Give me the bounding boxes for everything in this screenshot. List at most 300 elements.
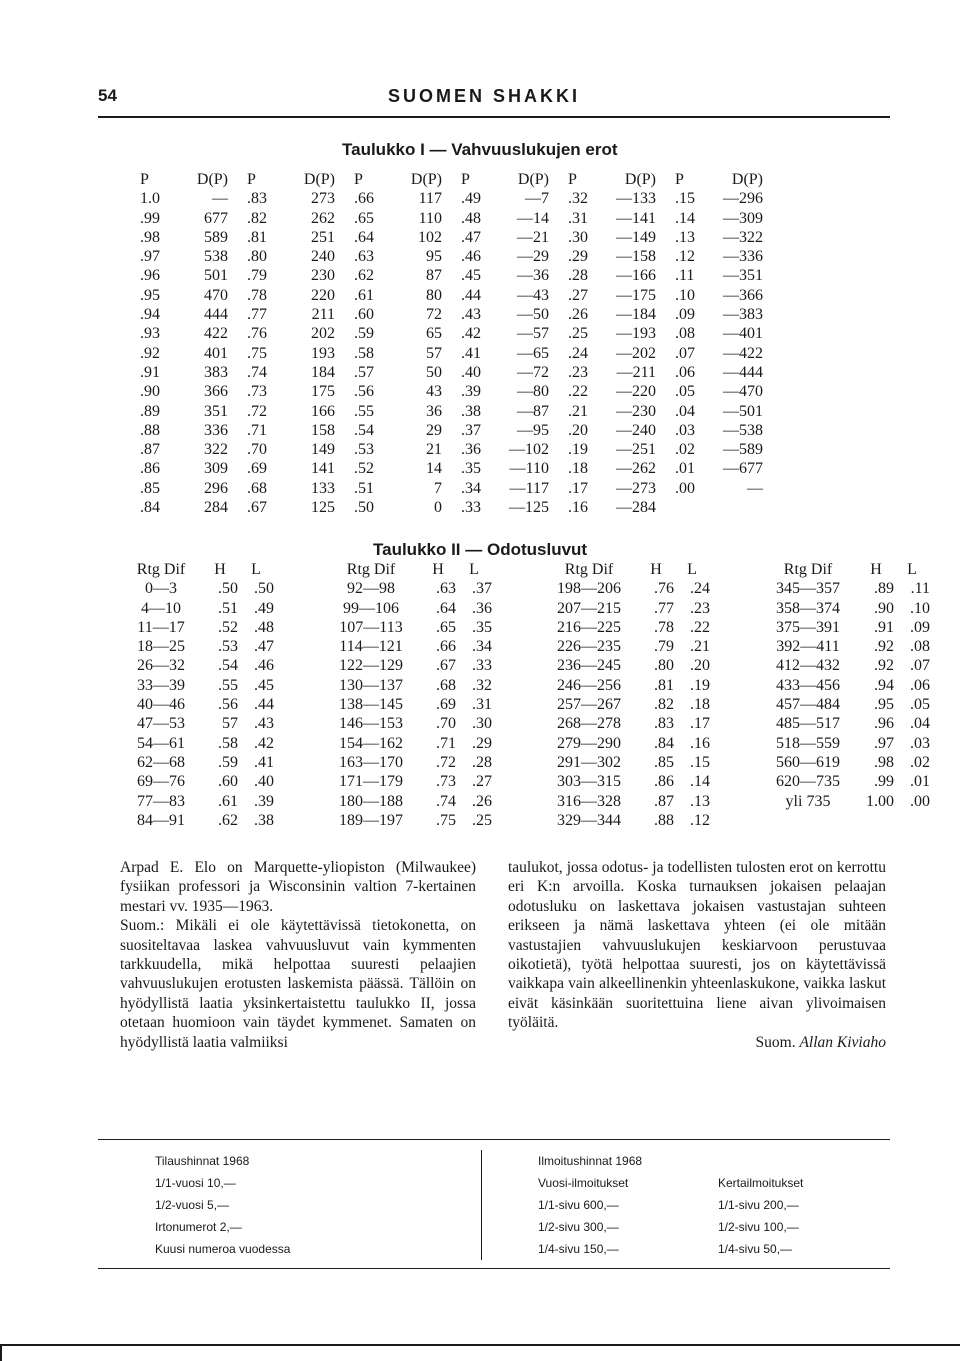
table1-cell-p: .29: [568, 248, 588, 266]
table1-cell-dp: —444: [723, 363, 763, 381]
table1-cell-p: .15: [675, 190, 695, 208]
table1-cell-p: .32: [568, 190, 588, 208]
table2-cell-l: .21: [690, 638, 710, 656]
table2-cell-rtg: 303—315: [557, 773, 621, 791]
signature-name: Allan Kiviaho: [799, 1033, 886, 1051]
table1-cell-p: .42: [461, 325, 481, 343]
table2-cell-rtg: 146—153: [339, 715, 403, 733]
signature-prefix: Suom.: [755, 1033, 796, 1051]
table2-cell-rtg: 392—411: [776, 638, 840, 656]
subscription-item: Kuusi numeroa vuodessa: [155, 1242, 291, 1256]
table2-cell-rtg: 69—76: [137, 773, 185, 791]
table2-cell-l: .18: [690, 696, 710, 714]
table2-cell-l: .25: [472, 811, 492, 829]
table2-cell-rtg: 291—302: [557, 753, 621, 771]
table2-cell-h: .55: [218, 676, 238, 694]
table1-cell-dp: —7: [525, 190, 549, 208]
table1-cell-p: .95: [140, 286, 160, 304]
table2-cell-rtg: 279—290: [557, 734, 621, 752]
table2-cell-h: .65: [436, 618, 456, 636]
table1-cell-p: .25: [568, 325, 588, 343]
table1-cell-p: .92: [140, 344, 160, 362]
table1: [140, 170, 782, 517]
table1-cell-dp: 7: [434, 479, 442, 497]
table2-cell-l: .46: [254, 657, 274, 675]
ad-prices-title: Ilmoitushinnat 1968: [538, 1154, 643, 1168]
table2-cell-h: .68: [436, 676, 456, 694]
table1-row: [140, 344, 782, 363]
table2-cell-h: .85: [654, 753, 674, 771]
page-number: 54: [98, 86, 117, 105]
table1-row: [140, 247, 782, 266]
bottom-rule-tick: [0, 1344, 2, 1361]
table2-row: [120, 656, 930, 675]
table1-cell-dp: —251: [616, 441, 656, 459]
table1-cell-dp: —336: [723, 248, 763, 266]
table2-cell-l: .43: [254, 715, 274, 733]
table1-cell-p: .56: [354, 383, 374, 401]
table2-cell-l: .42: [254, 734, 274, 752]
table2-cell-h: .52: [218, 618, 238, 636]
table1-cell-p: .52: [354, 460, 374, 478]
table2-cell-l: .02: [910, 753, 930, 771]
table2-cell-rtg: 54—61: [137, 734, 185, 752]
table1-cell-dp: —677: [723, 460, 763, 478]
table2-col-l-header: L: [687, 561, 697, 578]
table1-cell-p: .03: [675, 421, 695, 439]
table2-cell-l: .01: [910, 773, 930, 791]
table2-row: [120, 714, 930, 733]
table2-cell-rtg: 84—91: [137, 811, 185, 829]
table2-cell-h: .83: [654, 715, 674, 733]
table1-cell-dp: —309: [723, 209, 763, 227]
table2-cell-l: .06: [910, 676, 930, 694]
table1-cell-dp: 677: [204, 209, 228, 227]
table1-cell-dp: 351: [204, 402, 228, 420]
table2-cell-h: .60: [218, 773, 238, 791]
table2-cell-rtg: 62—68: [137, 753, 185, 771]
table1-row: [140, 228, 782, 247]
table1-cell-p: .61: [354, 286, 374, 304]
yearly-ads-title: Vuosi-ilmoitukset: [538, 1176, 629, 1190]
paragraph-continuation: taulukot, jossa odotus- ja todellisten tulosten erot on kerrottu eri K:n arvoilla. Koska turnauksen jokaisen pelaajan odotusluku on laskettava jokaisen vastustajan suhteen erikseen ja nämä laskettava yhteen (ei ole mitään vastustajien vahvuuslukujen keskiarvoon perustuvaa oikotietä), työtä helpottaa suuresti, jos on käytettävissä vaikkapa vain alkeellinenkin yhteenlaskukone, vaikka laskut eivät käsinkään suoritettuina liene aivan ylivoimaisen työläitä.: [508, 859, 886, 1032]
table1-cell-dp: 251: [311, 228, 335, 246]
table2-col-l-header: L: [907, 561, 917, 578]
table1-cell-dp: —: [212, 190, 228, 208]
table2-cell-h: .63: [436, 580, 456, 598]
table1-cell-p: .51: [354, 479, 374, 497]
table2-cell-h: .61: [218, 792, 238, 810]
table1-cell-p: .60: [354, 306, 374, 324]
table1-cell-p: .16: [568, 499, 588, 517]
subscription-prices: [155, 1150, 290, 1260]
table1-cell-dp: 309: [204, 460, 228, 478]
table2-cell-l: .33: [472, 657, 492, 675]
table2-col-l-header: L: [469, 561, 479, 578]
table1-cell-dp: —383: [723, 306, 763, 324]
table1-cell-dp: —184: [616, 306, 656, 324]
table1-cell-p: .08: [675, 325, 695, 343]
table1-cell-dp: 220: [311, 286, 335, 304]
table1-cell-p: .04: [675, 402, 695, 420]
table1-cell-dp: 0: [434, 499, 442, 517]
table1-cell-p: .07: [675, 344, 695, 362]
price-box: [98, 1139, 890, 1269]
table1-cell-p: .31: [568, 209, 588, 227]
table2-row: [120, 579, 930, 598]
table1-cell-p: .09: [675, 306, 695, 324]
table1-title: Taulukko I — Vahvuuslukujen erot: [342, 140, 618, 159]
table1-cell-dp: 43: [426, 383, 442, 401]
table2-cell-h: .96: [874, 715, 894, 733]
table2-cell-rtg: 130—137: [339, 676, 403, 694]
table2-cell-h: .50: [218, 580, 238, 598]
table1-cell-p: .66: [354, 190, 374, 208]
table2-cell-rtg: 246—256: [557, 676, 621, 694]
table1-cell-p: .69: [247, 460, 267, 478]
table1-cell-dp: —117: [509, 479, 549, 497]
table1-cell-dp: 262: [311, 209, 335, 227]
table2-cell-rtg: yli 735: [785, 792, 831, 810]
table2-cell-l: .05: [910, 696, 930, 714]
table2-cell-l: .12: [690, 811, 710, 829]
table1-col-dp-header: D(P): [517, 171, 549, 188]
table1-cell-dp: —230: [616, 402, 656, 420]
table1-cell-dp: 273: [311, 190, 335, 208]
table1-row: [140, 305, 782, 324]
table2-cell-h: .94: [874, 676, 894, 694]
table1-cell-p: .14: [675, 209, 695, 227]
table2-row: [120, 772, 930, 791]
table1-col-p-header: P: [247, 171, 256, 188]
table2-cell-h: .87: [654, 792, 674, 810]
table2-cell-l: .16: [690, 734, 710, 752]
table1-cell-p: .38: [461, 402, 481, 420]
table2-cell-h: .62: [218, 811, 238, 829]
table2-title: Taulukko II — Odotusluvut: [373, 540, 588, 559]
table1-cell-dp: —296: [723, 190, 763, 208]
table1-cell-dp: —87: [517, 402, 549, 420]
table1-cell-dp: —166: [616, 267, 656, 285]
table1-cell-p: .21: [568, 402, 588, 420]
table2-col-l-header: L: [251, 561, 261, 578]
table2-cell-h: .54: [218, 657, 238, 675]
table1-cell-dp: 211: [311, 306, 335, 324]
table1-cell-dp: —175: [616, 286, 656, 304]
table2-cell-rtg: 138—145: [339, 696, 403, 714]
table2-cell-l: .29: [472, 734, 492, 752]
table1-cell-p: .13: [675, 228, 695, 246]
table1-cell-dp: —538: [723, 421, 763, 439]
table1-col-dp-header: D(P): [410, 171, 442, 188]
table1-cell-dp: 102: [418, 228, 442, 246]
table1-col-p-header: P: [675, 171, 684, 188]
ad-prices-single: [718, 1172, 803, 1260]
table1-cell-p: .63: [354, 248, 374, 266]
table1-cell-p: .20: [568, 421, 588, 439]
table1-cell-p: .77: [247, 306, 267, 324]
table2-col-h-header: H: [432, 561, 444, 578]
yearly-ad-item: 1/4-sivu 150,—: [538, 1242, 619, 1256]
table2-cell-h: .99: [874, 773, 894, 791]
table1-cell-dp: 444: [204, 306, 228, 324]
table1-cell-dp: 36: [426, 402, 442, 420]
table1-cell-p: .40: [461, 363, 481, 381]
single-ad-item: 1/4-sivu 50,—: [718, 1242, 793, 1256]
table2-cell-l: .10: [910, 599, 930, 617]
table2-cell-l: .17: [690, 715, 710, 733]
table1-cell-dp: 284: [204, 499, 228, 517]
ad-prices-yearly: [538, 1150, 642, 1260]
table2-cell-l: .23: [690, 599, 710, 617]
table1-cell-p: .86: [140, 460, 160, 478]
table2-cell-h: .69: [436, 696, 456, 714]
translator-signature: [508, 1033, 886, 1052]
table2-cell-h: .98: [874, 753, 894, 771]
table1-cell-dp: —29: [517, 248, 549, 266]
table1-cell-dp: 14: [426, 460, 442, 478]
table2-cell-h: .76: [654, 580, 674, 598]
table2-cell-l: .44: [254, 696, 274, 714]
table2-cell-h: .89: [874, 580, 894, 598]
table1-cell-p: .97: [140, 248, 160, 266]
table1-cell-dp: 87: [426, 267, 442, 285]
table1-cell-p: .70: [247, 441, 267, 459]
table1-cell-p: .85: [140, 479, 160, 497]
body-text-left: [120, 858, 476, 1052]
table2-cell-h: .78: [654, 618, 674, 636]
table2-cell-rtg: 154—162: [339, 734, 403, 752]
table2-col-h-header: H: [650, 561, 662, 578]
table2-row: [120, 618, 930, 637]
table1-cell-dp: —193: [616, 325, 656, 343]
table1-cell-dp: 296: [204, 479, 228, 497]
table1-cell-p: .99: [140, 209, 160, 227]
header-rule: [98, 116, 890, 118]
table1-col-p-header: P: [354, 171, 363, 188]
single-ad-item: 1/2-sivu 100,—: [718, 1220, 799, 1234]
table2-row: [120, 753, 930, 772]
table1-cell-dp: 29: [426, 421, 442, 439]
table1-cell-dp: 110: [418, 209, 442, 227]
table1-row: [140, 363, 782, 382]
table2-cell-h: .91: [874, 618, 894, 636]
table1-cell-dp: 141: [311, 460, 335, 478]
table1-cell-p: .64: [354, 228, 374, 246]
table2-cell-h: .97: [874, 734, 894, 752]
table1-cell-p: .10: [675, 286, 695, 304]
table2-cell-rtg: 107—113: [339, 618, 403, 636]
table2-cell-h: .92: [874, 638, 894, 656]
table1-row: [140, 459, 782, 478]
table1-col-dp-header: D(P): [624, 171, 656, 188]
table2-cell-l: .03: [910, 734, 930, 752]
table1-row: [140, 266, 782, 285]
table1-cell-p: .79: [247, 267, 267, 285]
table2-cell-h: .75: [436, 811, 456, 829]
table1-cell-dp: 149: [311, 441, 335, 459]
table1-cell-dp: 57: [426, 344, 442, 362]
table1-cell-p: .39: [461, 383, 481, 401]
table1-cell-p: .06: [675, 363, 695, 381]
table1-cell-dp: —36: [517, 267, 549, 285]
table1-cell-p: .37: [461, 421, 481, 439]
table2-cell-h: .79: [654, 638, 674, 656]
table2-cell-rtg: 163—170: [339, 753, 403, 771]
table1-cell-p: .27: [568, 286, 588, 304]
table2-cell-rtg: 47—53: [137, 715, 185, 733]
table1-cell-p: .78: [247, 286, 267, 304]
body-text-right: [508, 858, 886, 1052]
table2-cell-rtg: 77—83: [137, 792, 185, 810]
table2-cell-rtg: 0—3: [145, 580, 177, 598]
table1-cell-dp: 401: [204, 344, 228, 362]
table2-cell-l: .28: [472, 753, 492, 771]
table2-cell-h: .81: [654, 676, 674, 694]
table2-cell-h: .59: [218, 753, 238, 771]
table2-cell-l: .45: [254, 676, 274, 694]
table2-cell-rtg: 268—278: [557, 715, 621, 733]
table1-cell-p: .59: [354, 325, 374, 343]
table2-cell-l: .47: [254, 638, 274, 656]
table2-cell-rtg: 26—32: [137, 657, 185, 675]
table1-cell-p: .34: [461, 479, 481, 497]
table2-cell-rtg: 207—215: [557, 599, 621, 617]
table1-cell-dp: —284: [616, 499, 656, 517]
table2-cell-rtg: 198—206: [557, 580, 621, 598]
table1-col-p-header: P: [140, 171, 149, 188]
table1-cell-dp: —80: [517, 383, 549, 401]
table2-cell-rtg: 33—39: [137, 676, 185, 694]
table1-cell-dp: —401: [723, 325, 763, 343]
table2-cell-l: .11: [910, 580, 930, 598]
table1-cell-dp: 470: [204, 286, 228, 304]
table1-cell-p: .75: [247, 344, 267, 362]
table1-cell-dp: 158: [311, 421, 335, 439]
table1-cell-dp: 175: [311, 383, 335, 401]
table1-header-row: [140, 170, 782, 189]
table1-cell-dp: 50: [426, 363, 442, 381]
table1-cell-p: .19: [568, 441, 588, 459]
table2-cell-l: .04: [910, 715, 930, 733]
table1-cell-dp: 336: [204, 421, 228, 439]
table1-cell-dp: 184: [311, 363, 335, 381]
table2-cell-rtg: 358—374: [776, 599, 840, 617]
table1-cell-dp: —220: [616, 383, 656, 401]
table2-cell-rtg: 485—517: [776, 715, 840, 733]
table1-cell-dp: —: [747, 479, 763, 497]
table2-cell-rtg: 216—225: [557, 618, 621, 636]
table1-cell-dp: —102: [509, 441, 549, 459]
table1-cell-p: .00: [675, 479, 695, 497]
table1-cell-dp: —110: [509, 460, 549, 478]
table1-cell-p: .81: [247, 228, 267, 246]
table1-cell-p: .36: [461, 441, 481, 459]
table1-row: [140, 189, 782, 208]
table1-cell-dp: 117: [418, 190, 442, 208]
bottom-rule: [0, 1344, 960, 1346]
table2-cell-h: .90: [874, 599, 894, 617]
single-ad-item: 1/1-sivu 200,—: [718, 1198, 799, 1212]
table2-cell-rtg: 412—432: [776, 657, 840, 675]
table1-cell-dp: —422: [723, 344, 763, 362]
single-ads-title: Kertailmoitukset: [718, 1176, 804, 1190]
table1-row: [140, 402, 782, 421]
table2-cell-rtg: 316—328: [557, 792, 621, 810]
table2-cell-l: .24: [690, 580, 710, 598]
table1-cell-p: .73: [247, 383, 267, 401]
table2-row: [120, 695, 930, 714]
table2-cell-rtg: 189—197: [339, 811, 403, 829]
table1-cell-p: .84: [140, 499, 160, 517]
table2-cell-h: .80: [654, 657, 674, 675]
table2-cell-rtg: 11—17: [137, 618, 185, 636]
table2-cell-l: .41: [254, 753, 274, 771]
table1-row: [140, 479, 782, 498]
table2-cell-l: .22: [690, 618, 710, 636]
table1-cell-dp: —149: [616, 228, 656, 246]
table1-cell-dp: —240: [616, 421, 656, 439]
table2-cell-rtg: 345—357: [776, 580, 840, 598]
table1-cell-dp: —158: [616, 248, 656, 266]
table1-cell-p: .41: [461, 344, 481, 362]
table1-row: [140, 382, 782, 401]
table1-cell-p: .93: [140, 325, 160, 343]
table1-cell-p: .53: [354, 441, 374, 459]
table2-cell-h: .77: [654, 599, 674, 617]
table2-cell-rtg: 114—121: [339, 638, 403, 656]
table1-col-dp-header: D(P): [196, 171, 228, 188]
table2-cell-l: .32: [472, 676, 492, 694]
yearly-ad-item: 1/1-sivu 600,—: [538, 1198, 619, 1212]
table1-cell-dp: —65: [517, 344, 549, 362]
paragraph-translator-note: Suom.: Mikäli ei ole käytettävissä tietokonetta, on suositeltavaa laskea vahvuusluvut vain kymmenten tarkkuudella, mikä helpottaa suuresti pelaajien vahvuuslukujen erotusten laskemista päässä. Tällöin on hyödyllistä laatia yksinkertaistettu taulukko II, jossa otetaan huomioon vain täydet kymmenet. Samaten on hyödyllistä laatia valmiiksi: [120, 917, 476, 1051]
table2-cell-rtg: 40—46: [137, 696, 185, 714]
subscription-item: 1/1-vuosi 10,—: [155, 1176, 236, 1190]
table2-col-rtg-header: Rtg Dif: [564, 561, 614, 578]
table1-cell-p: .80: [247, 248, 267, 266]
table2-cell-l: .19: [690, 676, 710, 694]
table1-cell-dp: —211: [616, 363, 656, 381]
table2-cell-l: .37: [472, 580, 492, 598]
table1-cell-p: .65: [354, 209, 374, 227]
table2-cell-rtg: 257—267: [557, 696, 621, 714]
table1-cell-p: .89: [140, 402, 160, 420]
table1-cell-dp: —21: [517, 228, 549, 246]
table2-cell-l: .50: [254, 580, 274, 598]
table2-cell-h: 1.00: [866, 792, 894, 810]
table2-col-h-header: H: [870, 561, 882, 578]
table2: [120, 560, 930, 830]
table1-col-dp-header: D(P): [731, 171, 763, 188]
table2-cell-h: .72: [436, 753, 456, 771]
subscription-title: Tilaushinnat 1968: [155, 1154, 250, 1168]
table1-cell-dp: —43: [517, 286, 549, 304]
table1-cell-p: .62: [354, 267, 374, 285]
table1-cell-p: .26: [568, 306, 588, 324]
table2-cell-l: .14: [690, 773, 710, 791]
table1-cell-p: .33: [461, 499, 481, 517]
table2-cell-l: .13: [690, 792, 710, 810]
table1-cell-p: .98: [140, 228, 160, 246]
table1-cell-dp: 65: [426, 325, 442, 343]
table2-cell-h: .58: [218, 734, 238, 752]
table1-cell-dp: —141: [616, 209, 656, 227]
table1-cell-dp: 501: [204, 267, 228, 285]
table1-cell-p: .83: [247, 190, 267, 208]
table2-cell-h: .92: [874, 657, 894, 675]
table1-cell-dp: —366: [723, 286, 763, 304]
